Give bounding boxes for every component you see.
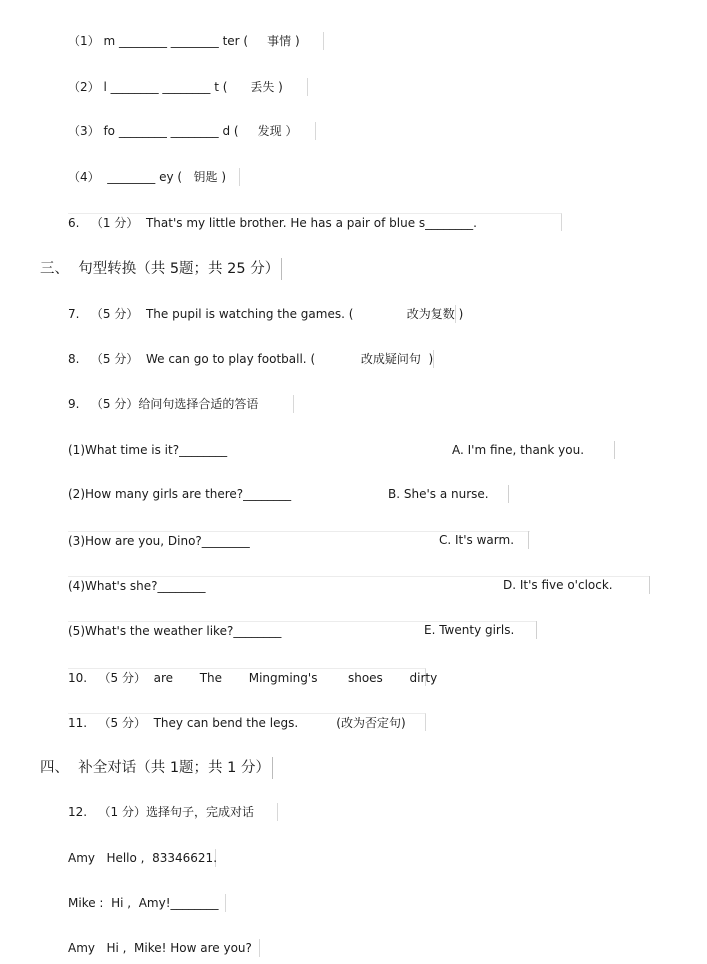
option-d-divider: [649, 576, 650, 594]
option-c-divider: [528, 531, 529, 549]
q9-question-1: (1)What time is it?________: [68, 443, 228, 457]
question-8: 8. （5 分） We can go to play football. ( 改成疑问句 ): [68, 352, 434, 366]
q9-option-c: C. It's warm.: [439, 533, 515, 547]
q5-item-1: （1） m ________ ________ ter ( 事情 ): [68, 32, 324, 50]
dialogue-line-3: Amy Hi , Mike! How are you?: [68, 939, 260, 957]
option-a-divider: [614, 441, 615, 459]
q5-item-2: （2） l ________ ________ t ( 丢失 ): [68, 78, 308, 96]
question-9: 9. （5 分）给问句选择合适的答语: [68, 395, 294, 413]
q9-option-a: A. I'm fine, thank you.: [452, 443, 585, 457]
section-3-heading: 三、 句型转换（共 5题；共 25 分）: [40, 258, 282, 280]
q5-item-3: （3） fo ________ ________ d ( 发现 ）: [68, 122, 316, 140]
q9-question-5: (5)What's the weather like?________: [68, 621, 536, 639]
question-12: 12. （1 分）选择句子，完成对话: [68, 803, 278, 821]
q5-item-4: （4） ________ ey ( 钥匙 ): [68, 168, 240, 186]
section-4-heading: 四、 补全对话（共 1题；共 1 分）: [40, 757, 273, 779]
option-e-divider: [536, 621, 537, 639]
q9-question-2: (2)How many girls are there?________: [68, 487, 292, 501]
q9-option-b: B. She's a nurse.: [388, 487, 489, 501]
q9-option-e: E. Twenty girls.: [424, 623, 515, 637]
dialogue-line-1: Amy Hello , 83346621.: [68, 851, 218, 865]
question-7: 7. （5 分） The pupil is watching the games. ( 改为复数 ): [68, 307, 464, 321]
question-6: 6. （1 分） That's my little brother. He has a pair of blue s________.: [68, 213, 562, 231]
option-b-divider: [508, 485, 509, 503]
question-11: 11. （5 分） They can bend the legs. (改为否定句): [68, 713, 426, 731]
question-10: 10. （5 分） are The Mingming's shoes dirty: [68, 668, 426, 686]
q9-option-d: D. It's five o'clock.: [503, 578, 613, 592]
dialogue-line-2: Mike : Hi , Amy!________: [68, 894, 226, 912]
q9-question-4: (4)What's she?________: [68, 576, 650, 594]
q9-question-3: (3)How are you, Dino?________: [68, 531, 530, 549]
